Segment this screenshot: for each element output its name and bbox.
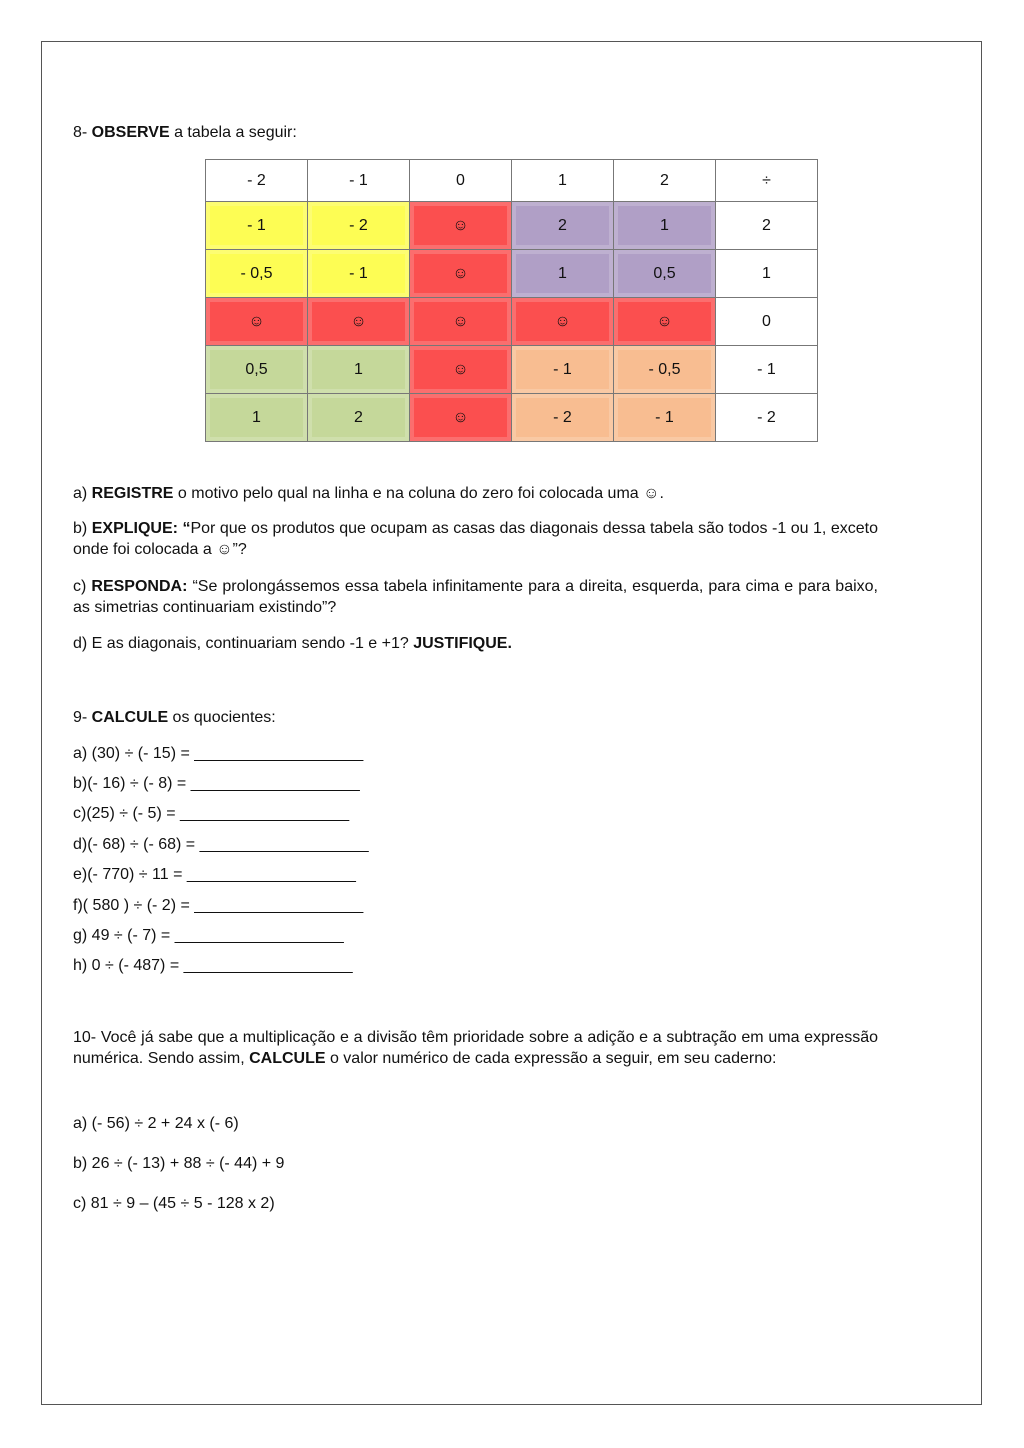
smiley-cell: ☺ — [308, 298, 410, 346]
table-header-row — [206, 160, 818, 202]
table-cell: 1 — [308, 346, 410, 394]
smiley-cell: ☺ — [410, 250, 512, 298]
q9-item-f: f)( 580 ) ÷ (- 2) = ___________________ — [73, 897, 364, 914]
table-row — [206, 202, 818, 250]
q8-number: 8- — [73, 124, 92, 141]
q8-c-verb: RESPONDA: — [91, 578, 188, 595]
q8-item-d — [73, 633, 878, 654]
q10-item-a: a) (- 56) ÷ 2 + 24 x (- 6) — [73, 1115, 239, 1132]
table-cell: - 1 — [512, 346, 614, 394]
q8-b-verb: EXPLIQUE: “ — [91, 520, 191, 537]
q8-heading — [73, 122, 878, 143]
q8-b-text: Por que os produtos que ocupam as casas das diagonais dessa tabela são todos -1 ou 1, exceto onde foi colocada a ☺”? — [73, 520, 879, 558]
q8-d-verb: JUSTIFIQUE. — [413, 635, 512, 652]
smiley-cell: ☺ — [614, 298, 716, 346]
table-cell: 2 — [716, 202, 818, 250]
q9-heading — [73, 707, 878, 728]
q10-intro-rest: o valor numérico de cada expressão a seguir, em seu caderno: — [325, 1050, 777, 1067]
q8-a-verb: REGISTRE — [91, 485, 174, 502]
q9-verb: CALCULE — [91, 709, 169, 726]
table-row — [206, 394, 818, 442]
q9-item-a: a) (30) ÷ (- 15) = ___________________ — [73, 745, 364, 762]
table-row — [206, 298, 818, 346]
q10-item-c: c) 81 ÷ 9 – (45 ÷ 5 - 128 x 2) — [73, 1195, 275, 1212]
q8-d-text: d) E as diagonais, continuariam sendo -1 e +1? — [73, 635, 414, 652]
smiley-cell: ☺ — [410, 202, 512, 250]
q10-verb: CALCULE — [249, 1050, 326, 1067]
smiley-cell: ☺ — [206, 298, 308, 346]
table-cell: - 2 — [716, 394, 818, 442]
smiley-cell: ☺ — [410, 298, 512, 346]
q8-item-c — [73, 576, 878, 618]
q9-item-b: b)(- 16) ÷ (- 8) = ___________________ — [73, 775, 360, 792]
q8-verb: OBSERVE — [91, 124, 170, 141]
table-cell: 2 — [512, 202, 614, 250]
table-cell: - 1 — [614, 394, 716, 442]
table-cell: 1 — [512, 250, 614, 298]
table-cell: - 2 — [512, 394, 614, 442]
q8-heading-text: a tabela a seguir: — [169, 124, 297, 141]
q8-b-label: b) — [73, 520, 92, 537]
q9-item-e: e)(- 770) ÷ 11 = ___________________ — [73, 866, 356, 883]
table-cell: 1 — [206, 394, 308, 442]
q8-c-text: “Se prolongássemos essa tabela infinitamente para a direita, esquerda, para cima e para baixo, as simetrias continuariam existindo”? — [73, 578, 879, 616]
table-row — [206, 250, 818, 298]
table-cell: - 0,5 — [614, 346, 716, 394]
q8-item-b — [73, 518, 878, 560]
smiley-cell: ☺ — [410, 346, 512, 394]
q8-item-a — [73, 483, 878, 504]
division-sign-table — [205, 159, 818, 442]
table-cell: 0,5 — [614, 250, 716, 298]
table-cell: - 1 — [206, 202, 308, 250]
q9-item-d: d)(- 68) ÷ (- 68) = ___________________ — [73, 836, 369, 853]
q10-item-b: b) 26 ÷ (- 13) + 88 ÷ (- 44) + 9 — [73, 1155, 285, 1172]
table-cell: 2 — [308, 394, 410, 442]
table-cell: - 1 — [308, 160, 410, 202]
table-cell: 1 — [614, 202, 716, 250]
q10-intro-text: 10- Você já sabe que a multiplicação e a divisão têm prioridade sobre a adição e a subtração em uma expressão numérica. Sendo assim, — [73, 1029, 878, 1067]
table-cell: ÷ — [716, 160, 818, 202]
table-cell: 1 — [716, 250, 818, 298]
table-cell: 0 — [716, 298, 818, 346]
q8-a-text: o motivo pelo qual na linha e na coluna do zero foi colocada uma ☺. — [173, 485, 664, 502]
q10-intro — [73, 1027, 878, 1069]
table-cell: 1 — [512, 160, 614, 202]
q9-heading-text: os quocientes: — [168, 709, 276, 726]
q9-item-c: c)(25) ÷ (- 5) = ___________________ — [73, 805, 350, 822]
q8-c-label: c) — [73, 578, 92, 595]
table-cell: 0 — [410, 160, 512, 202]
table-cell: 2 — [614, 160, 716, 202]
table-cell: - 1 — [716, 346, 818, 394]
table-cell: - 0,5 — [206, 250, 308, 298]
table-cell: - 1 — [308, 250, 410, 298]
smiley-cell: ☺ — [512, 298, 614, 346]
table-row — [206, 346, 818, 394]
table-cell: 0,5 — [206, 346, 308, 394]
table-cell: - 2 — [206, 160, 308, 202]
smiley-cell: ☺ — [410, 394, 512, 442]
q9-number: 9- — [73, 709, 92, 726]
q8-a-label: a) — [73, 485, 92, 502]
q9-item-h: h) 0 ÷ (- 487) = ___________________ — [73, 957, 353, 974]
table-cell: - 2 — [308, 202, 410, 250]
q9-item-g: g) 49 ÷ (- 7) = ___________________ — [73, 927, 344, 944]
